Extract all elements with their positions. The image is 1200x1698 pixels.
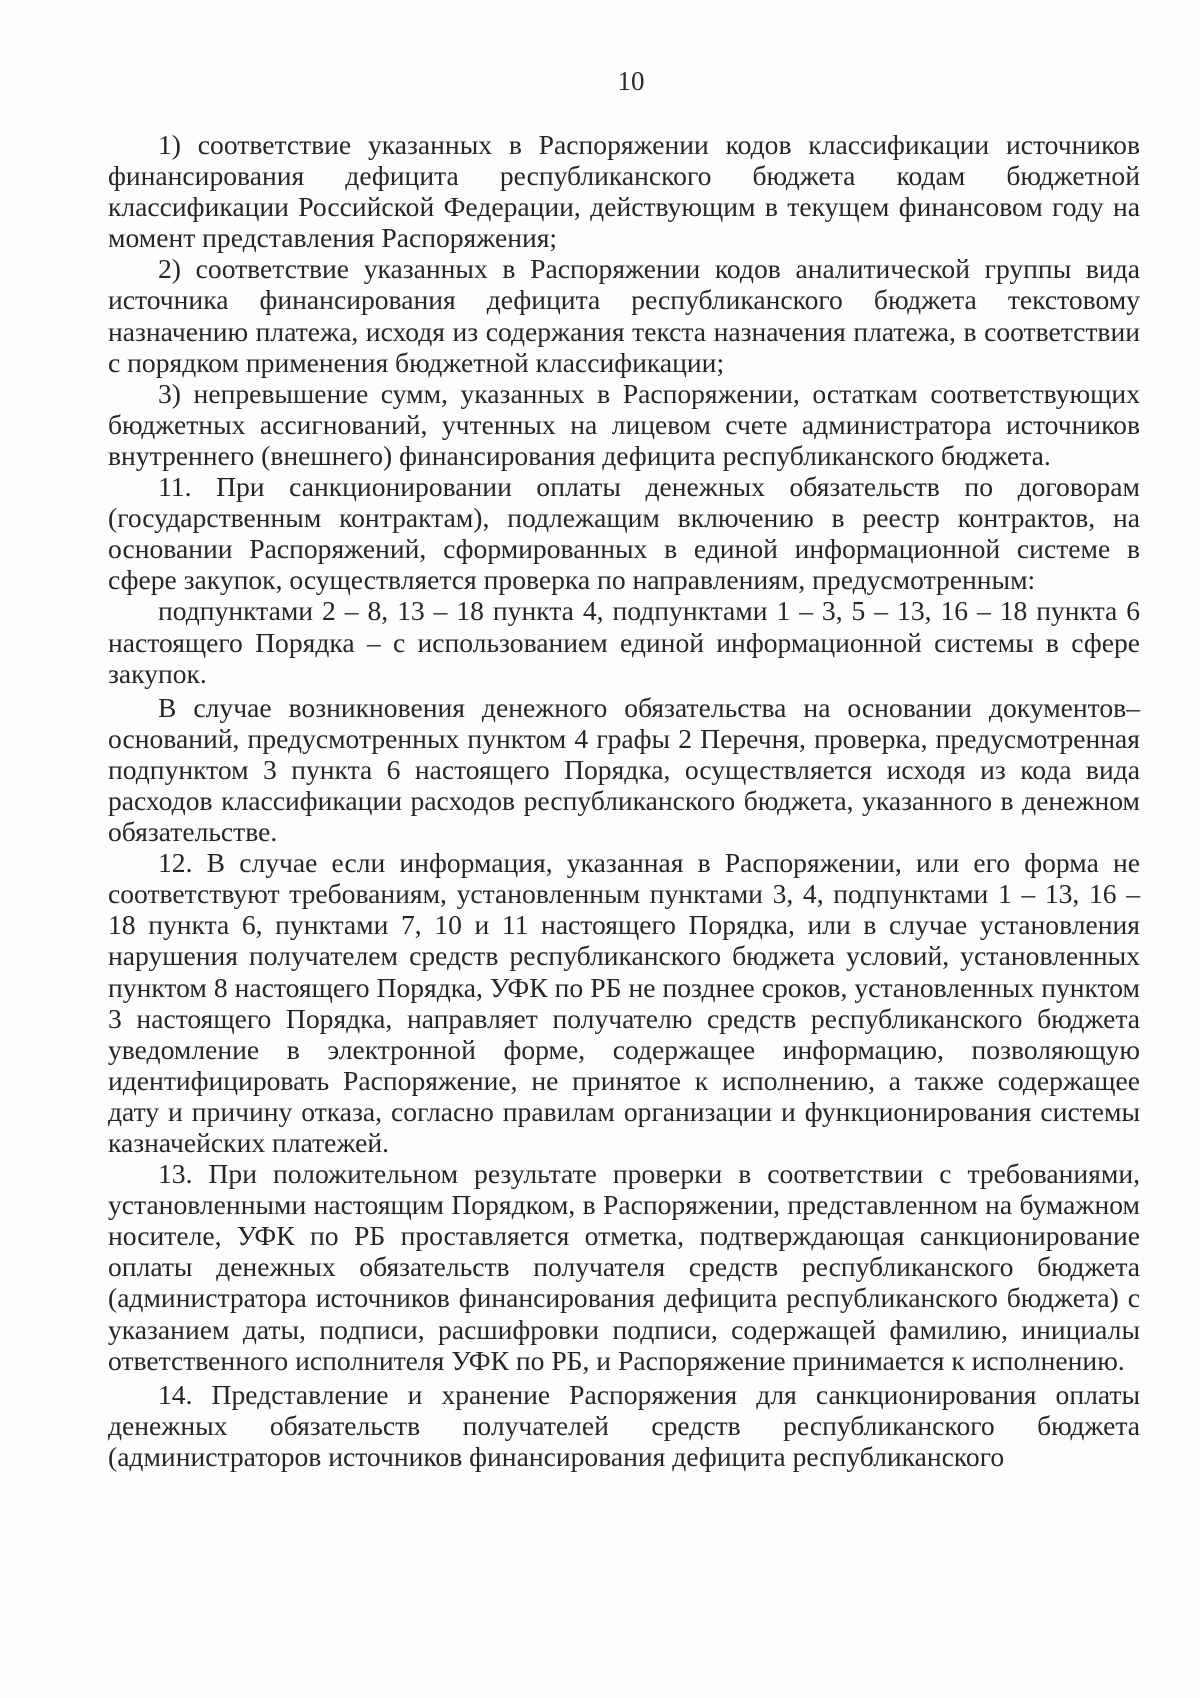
paragraph-subitem-3: 3) непревышение сумм, указанных в Распоряжении, остаткам соответствующих бюджетных ассигнований, учтенных на лицевом счете администратора источников внутреннего (внешнего) финансирования дефицита республиканского бюджета. (108, 377, 1140, 471)
paragraph-clause-11-subpoints: подпунктами 2 – 8, 13 – 18 пункта 4, подпунктами 1 – 3, 5 – 13, 16 – 18 пункта 6 настоящего Порядка – с использованием единой информационной системы в сфере закупок. (108, 595, 1140, 689)
page-number: 10 (617, 66, 645, 96)
paragraph-clause-12: 12. В случае если информация, указанная в Распоряжении, или его форма не соответствуют требованиям, установленным пунктами 3, 4, подпунктами 1 – 13, 16 – 18 пункта 6, пунктами 7, 10 и 11 настоящего Порядка, или в случае установления нарушения получателем средств республиканского бюджета условий, установленных пунктом 8 настоящего Порядка, УФК по РБ не позднее сроков, установленных пунктом 3 настоящего Порядка, направляет получателю средств республиканского бюджета уведомление в электронной форме, содержащее информацию, позволяющую идентифицировать Распоряжение, не принятое к исполнению, а также содержащее дату и причину отказа, согласно правилам организации и функционирования системы казначейских платежей. (108, 847, 1140, 1158)
document-body (108, 129, 1140, 1472)
paragraph-clause-11-case: В случае возникновения денежного обязательства на основании документов–оснований, предусмотренных пунктом 4 графы 2 Перечня, проверка, предусмотренная подпунктом 3 пункта 6 настоящего Порядка, осуществляется исходя из кода вида расходов классификации расходов республиканского бюджета, указанного в денежном обязательстве. (108, 691, 1140, 848)
paragraph-clause-11: 11. При санкционировании оплаты денежных обязательств по договорам (государственным контрактам), подлежащим включению в реестр контрактов, на основании Распоряжений, сформированных в единой информационной системе в сфере закупок, осуществляется проверка по направлениям, предусмотренным: (108, 471, 1140, 596)
paragraph-clause-13: 13. При положительном результате проверки в соответствии с требованиями, установленными настоящим Порядком, в Распоряжении, представленном на бумажном носителе, УФК по РБ проставляется отметка, подтверждающая санкционирование оплаты денежных обязательств получателя средств республиканского бюджета (администратора источников финансирования дефицита республиканского бюджета) с указанием даты, подписи, расшифровки подписи, содержащей фамилию, инициалы ответственного исполнителя УФК по РБ, и Распоряжение принимается к исполнению. (108, 1158, 1140, 1376)
paragraph-subitem-1: 1) соответствие указанных в Распоряжении кодов классификации источников финансирования дефицита республиканского бюджета кодам бюджетной классификации Российской Федерации, действующим в текущем финансовом году на момент представления Распоряжения; (108, 129, 1140, 254)
paragraph-subitem-2: 2) соответствие указанных в Распоряжении кодов аналитической группы вида источника финансирования дефицита республиканского бюджета текстовому назначению платежа, исходя из содержания текста назначения платежа, в соответствии с порядком применения бюджетной классификации; (108, 253, 1140, 378)
paragraph-clause-14: 14. Представление и хранение Распоряжения для санкционирования оплаты денежных обязательств получателей средств республиканского бюджета (администраторов источников финансирования дефицита республиканского (108, 1378, 1140, 1472)
